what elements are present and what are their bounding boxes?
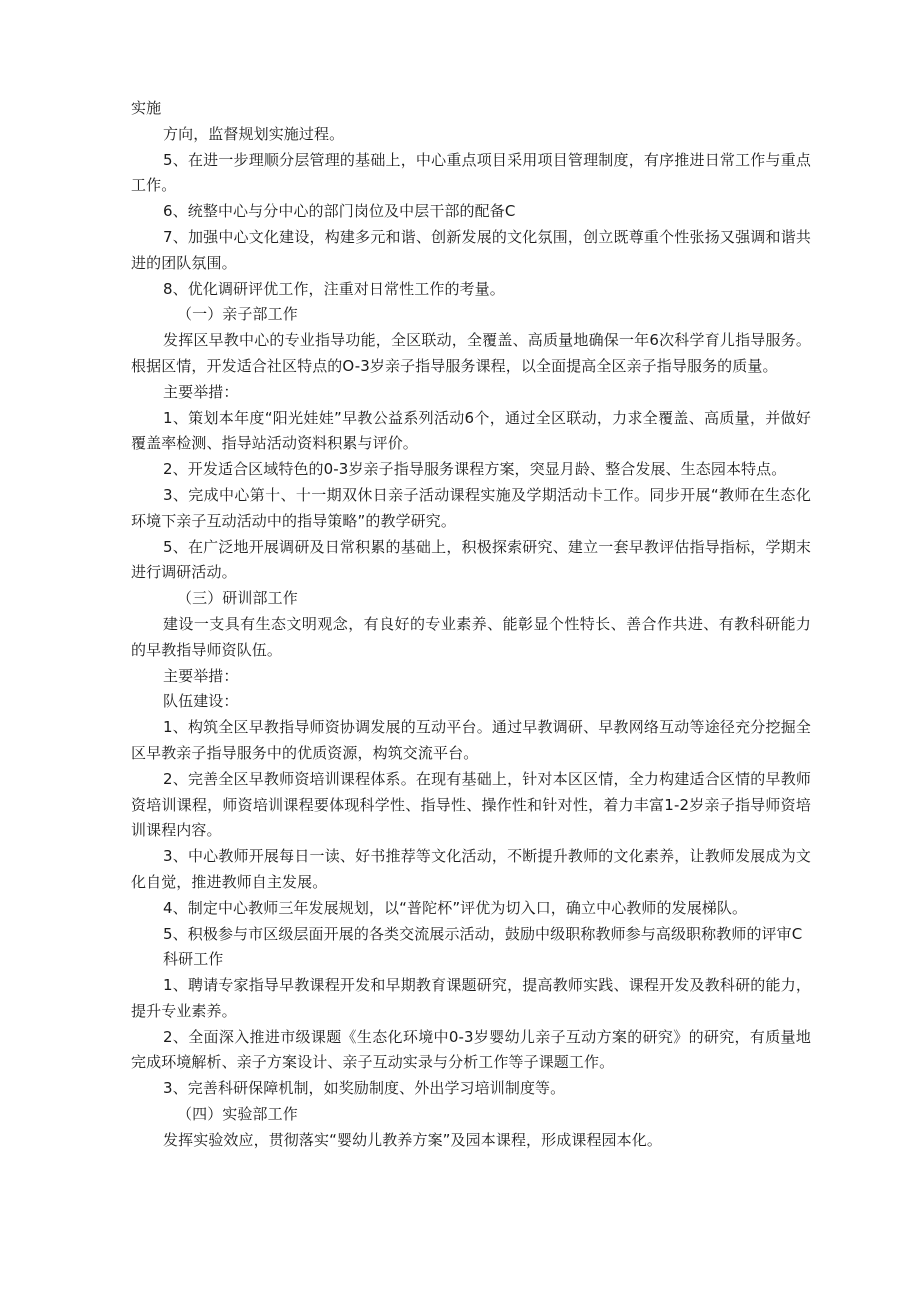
paragraph: 发挥实验效应，贯彻落实“婴幼儿教养方案”及园本课程，形成课程园本化。	[163, 1130, 662, 1149]
subheading: 主要举措：	[163, 666, 239, 685]
paragraph: 发挥区早教中心的专业指导功能，全区联动，全覆盖、高质量地确保一年6次科学育儿指导服务。根据区情，开发适合社区特点的O-3岁亲子指导服务课程，以全面提高全区亲子指导服务的质量。	[131, 331, 811, 375]
list-item: 8、优化调研评优工作，注重对日常性工作的考量。	[163, 279, 505, 298]
subheading: 队伍建设：	[163, 692, 239, 711]
list-item: 5、在进一步理顺分层管理的基础上，中心重点项目采用项目管理制度，有序推进日常工作与重点工作。	[131, 150, 811, 195]
list-item: 4、制定中心教师三年发展规划，以“普陀杯”评优为切入口，确立中心教师的发展梯队。	[163, 898, 748, 917]
list-item: 1、策划本年度“阳光娃娃”早教公益系列活动6个，通过全区联动，力求全覆盖、高质量，并做好覆盖率检测、指导站活动资料积累与评价。	[131, 408, 811, 453]
list-item: 5、在广泛地开展调研及日常积累的基础上，积极探索研究、建立一套早教评估指导指标，学期末进行调研活动。	[131, 537, 811, 582]
list-item: 7、加强中心文化建设，构建多元和谐、创新发展的文化氛围，创立既尊重个性张扬又强调和谐共进的团队氛围。	[131, 227, 811, 272]
section-heading: （三）研训部工作	[177, 589, 298, 608]
list-item: 5、积极参与市区级层面开展的各类交流展示活动，鼓励中级职称教师参与高级职称教师的评审C	[163, 924, 803, 943]
list-item: 3、完善科研保障机制，如奖励制度、外出学习培训制度等。	[163, 1079, 566, 1098]
subheading: 主要举措：	[163, 382, 239, 401]
list-item: 2、全面深入推进市级课题《生态化环境中0-3岁婴幼儿亲子互动方案的研究》的研究，有质量地完成环境解析、亲子方案设计、亲子互动实录与分析工作等子课题工作。	[131, 1027, 811, 1072]
list-item: 3、完成中心第十、十一期双休日亲子活动课程实施及学期活动卡工作。同步开展“教师在生态化环境下亲子互动活动中的指导策略”的教学研究。	[131, 485, 811, 530]
section-heading: （一）亲子部工作	[177, 305, 298, 324]
list-item: 6、统整中心与分中心的部门岗位及中层干部的配备C	[163, 202, 516, 221]
paragraph: 方向，监督规划实施过程。	[163, 124, 345, 143]
list-item: 3、中心教师开展每日一读、好书推荐等文化活动，不断提升教师的文化素养，让教师发展成为文化自觉，推进教师自主发展。	[131, 847, 811, 891]
list-item: 1、构筑全区早教指导师资协调发展的互动平台。通过早教调研、早教网络互动等途径充分挖掘全区早教亲子指导服务中的优质资源，构筑交流平台。	[131, 718, 811, 762]
list-item: 2、完善全区早教师资培训课程体系。在现有基础上，针对本区区情，全力构建适合区情的早教师资培训课程，师资培训课程要体现科学性、指导性、操作性和针对性，着力丰富1-2岁亲子指导师资培训课程内容。	[131, 769, 811, 840]
list-item: 2、开发适合区域特色的0-3岁亲子指导服务课程方案，突显月龄、整合发展、生态园本特点。	[163, 460, 787, 479]
section-heading: （四）实验部工作	[177, 1105, 298, 1124]
subheading: 科研工作	[163, 950, 224, 969]
paragraph: 建设一支具有生态文明观念，有良好的专业素养、能彰显个性特长、善合作共进、有教科研能力的早教指导师资队伍。	[131, 614, 811, 659]
paragraph-continuation: 实施	[131, 99, 162, 117]
document-body	[131, 96, 811, 1154]
list-item: 1、聘请专家指导早教课程开发和早期教育课题研究，提高教师实践、课程开发及教科研的能力，提升专业素养。	[131, 976, 811, 1020]
